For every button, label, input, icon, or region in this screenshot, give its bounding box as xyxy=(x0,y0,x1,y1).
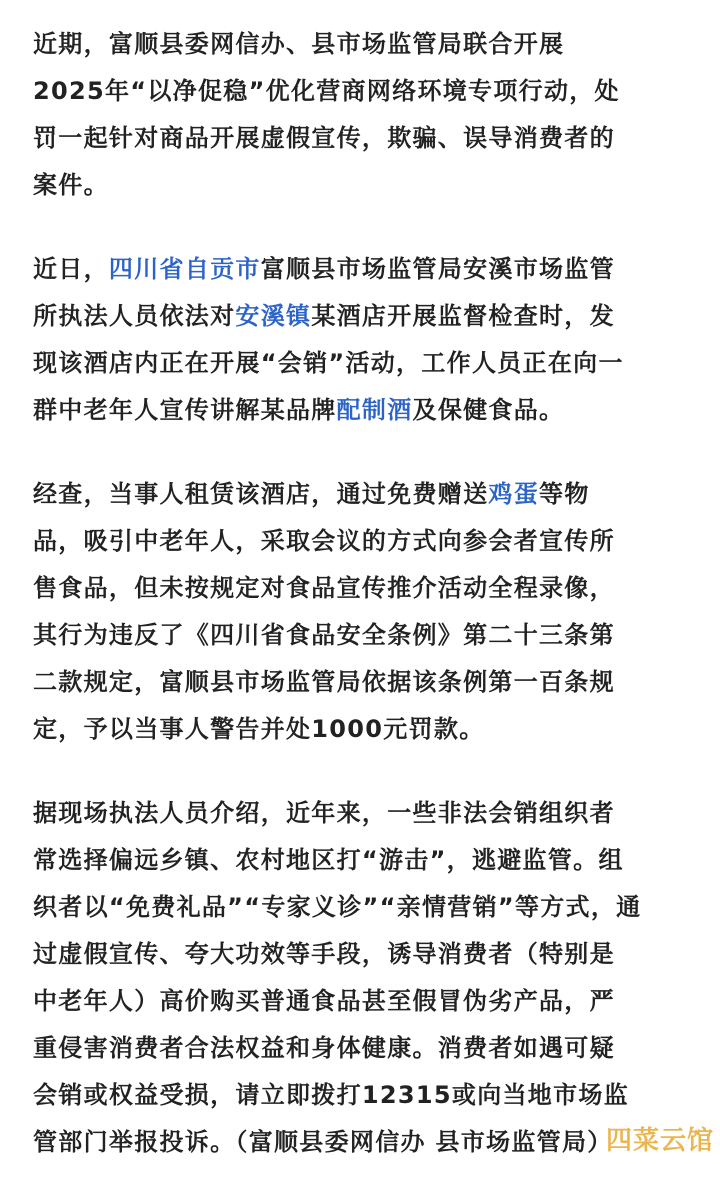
text-line xyxy=(33,246,683,293)
text-line: 售食品，但未按规定对食品宣传推介活动全程录像， xyxy=(33,574,615,602)
text-line: 会销或权益受损，请立即拨打12315或向当地市场监 xyxy=(33,1081,629,1109)
link-prepared-wine[interactable]: 配制酒 xyxy=(336,396,413,424)
text-line xyxy=(33,471,683,518)
text-line: 其行为违反了《四川省食品安全条例》第二十三条第 xyxy=(33,621,615,649)
paragraph-2 xyxy=(33,246,683,434)
text-line: 管部门举报投诉。（富顺县委网信办 县市场监管局） xyxy=(33,1128,613,1156)
link-sichuan-zigong[interactable]: 四川省自贡市 xyxy=(108,255,261,283)
text-line: 二款规定，富顺县市场监管局依据该条例第一百条规 xyxy=(33,668,615,696)
text-line: 罚一起针对商品开展虚假宣传，欺骗、误导消费者的 xyxy=(33,124,615,152)
text-line: 品，吸引中老年人，采取会议的方式向参会者宣传所 xyxy=(33,527,615,555)
text-line: 2025年“以净促稳”优化营商网络环境专项行动，处 xyxy=(33,77,620,105)
link-eggs[interactable]: 鸡蛋 xyxy=(488,480,540,508)
article-body xyxy=(33,21,683,1203)
text-line: 据现场执法人员介绍，近年来，一些非法会销组织者 xyxy=(33,799,615,827)
text-line: 中老年人）高价购买普通食品甚至假冒伪劣产品，严 xyxy=(33,987,615,1015)
text-line: 近期，富顺县委网信办、县市场监管局联合开展 xyxy=(33,30,565,58)
paragraph-4 xyxy=(33,790,683,1166)
watermark-logo: 四菜云馆 xyxy=(605,1126,714,1156)
text-line: 过虚假宣传、夸大功效等手段，诱导消费者（特别是 xyxy=(33,940,615,968)
text-segment: 某酒店开展监督检查时，发 xyxy=(311,302,615,330)
text-segment: 等物 xyxy=(539,480,590,508)
paragraph-3 xyxy=(33,471,683,753)
paragraph-1 xyxy=(33,21,683,209)
link-anxi-town[interactable]: 安溪镇 xyxy=(235,302,312,330)
text-line: 定，予以当事人警告并处1000元罚款。 xyxy=(33,715,485,743)
text-segment: 近日， xyxy=(33,255,109,283)
text-segment: 富顺县市场监管局安溪市场监管 xyxy=(260,255,615,283)
text-line xyxy=(33,387,683,434)
text-segment: 及保健食品。 xyxy=(412,396,565,424)
text-line: 重侵害消费者合法权益和身体健康。消费者如遇可疑 xyxy=(33,1034,615,1062)
text-line: 案件。 xyxy=(33,171,109,199)
text-line: 织者以“免费礼品”“专家义诊”“亲情营销”等方式，通 xyxy=(33,893,642,921)
text-line: 现该酒店内正在开展“会销”活动，工作人员正在向一 xyxy=(33,349,624,377)
text-line xyxy=(33,293,683,340)
text-segment: 所执法人员依法对 xyxy=(33,302,236,330)
text-segment: 经查，当事人租赁该酒店，通过免费赠送 xyxy=(33,480,489,508)
text-line: 常选择偏远乡镇、农村地区打“游击”，逃避监管。组 xyxy=(33,846,624,874)
text-segment: 群中老年人宣传讲解某品牌 xyxy=(33,396,337,424)
